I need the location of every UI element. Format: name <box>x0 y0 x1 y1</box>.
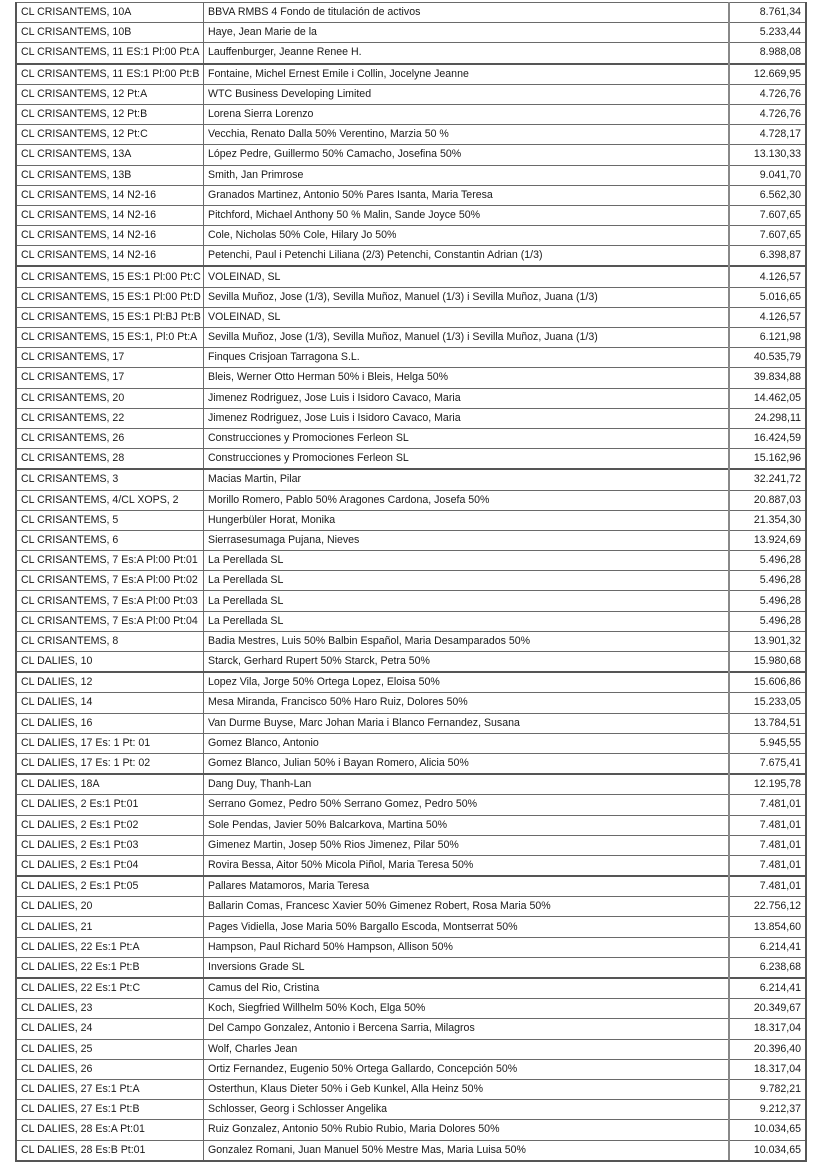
value-cell: 6.238,68 <box>729 957 806 978</box>
owner-cell: Haye, Jean Marie de la <box>204 23 730 43</box>
address-cell: CL DALIES, 22 Es:1 Pt:B <box>16 957 204 978</box>
table-row <box>16 1019 806 1039</box>
value-cell: 5.496,28 <box>729 571 806 591</box>
table-row <box>16 957 806 978</box>
table-body <box>16 3 806 1161</box>
address-cell: CL DALIES, 2 Es:1 Pt:05 <box>16 876 204 897</box>
address-cell: CL CRISANTEMS, 14 N2-16 <box>16 185 204 205</box>
address-cell: CL CRISANTEMS, 20 <box>16 388 204 408</box>
table-row <box>16 43 806 64</box>
table-row <box>16 368 806 388</box>
owner-cell: Smith, Jan Primrose <box>204 165 730 185</box>
address-cell: CL CRISANTEMS, 15 ES:1 Pl:00 Pt:C <box>16 266 204 287</box>
address-cell: CL DALIES, 20 <box>16 897 204 917</box>
address-cell: CL CRISANTEMS, 14 N2-16 <box>16 246 204 267</box>
owner-cell: Gomez Blanco, Julian 50% i Bayan Romero, Alicia 50% <box>204 753 730 774</box>
table-row <box>16 408 806 428</box>
address-cell: CL DALIES, 2 Es:1 Pt:02 <box>16 815 204 835</box>
table-row <box>16 733 806 753</box>
table-row <box>16 226 806 246</box>
owner-cell: Inversions Grade SL <box>204 957 730 978</box>
value-cell: 16.424,59 <box>729 428 806 448</box>
owner-cell: Dang Duy, Thanh-Lan <box>204 774 730 795</box>
value-cell: 13.784,51 <box>729 713 806 733</box>
value-cell: 8.988,08 <box>729 43 806 64</box>
table-row <box>16 1140 806 1161</box>
value-cell: 6.398,87 <box>729 246 806 267</box>
table-row <box>16 145 806 165</box>
table-row <box>16 185 806 205</box>
value-cell: 18.317,04 <box>729 1019 806 1039</box>
value-cell: 15.233,05 <box>729 693 806 713</box>
address-cell: CL CRISANTEMS, 5 <box>16 510 204 530</box>
value-cell: 5.016,65 <box>729 287 806 307</box>
address-cell: CL CRISANTEMS, 15 ES:1 Pl:BJ Pt:B <box>16 307 204 327</box>
value-cell: 13.924,69 <box>729 530 806 550</box>
value-cell: 13.130,33 <box>729 145 806 165</box>
table-row <box>16 855 806 876</box>
owner-cell: Gomez Blanco, Antonio <box>204 733 730 753</box>
owner-cell: Cole, Nicholas 50% Cole, Hilary Jo 50% <box>204 226 730 246</box>
value-cell: 10.034,65 <box>729 1140 806 1161</box>
owner-cell: Lorena Sierra Lorenzo <box>204 104 730 124</box>
address-cell: CL DALIES, 25 <box>16 1039 204 1059</box>
owner-cell: Construcciones y Promociones Ferleon SL <box>204 449 730 470</box>
owner-cell: Jimenez Rodriguez, Jose Luis i Isidoro Cavaco, Maria <box>204 408 730 428</box>
table-row <box>16 1079 806 1099</box>
owner-cell: Sierrasesumaga Pujana, Nieves <box>204 530 730 550</box>
value-cell: 4.126,57 <box>729 266 806 287</box>
address-cell: CL DALIES, 22 Es:1 Pt:C <box>16 978 204 999</box>
table-row <box>16 815 806 835</box>
value-cell: 6.562,30 <box>729 185 806 205</box>
value-cell: 14.462,05 <box>729 388 806 408</box>
address-cell: CL CRISANTEMS, 7 Es:A Pl:00 Pt:03 <box>16 591 204 611</box>
address-cell: CL DALIES, 12 <box>16 672 204 693</box>
owner-cell: Finques Crisjoan Tarragona S.L. <box>204 348 730 368</box>
value-cell: 12.669,95 <box>729 64 806 85</box>
owner-cell: Wolf, Charles Jean <box>204 1039 730 1059</box>
owner-cell: Macias Martin, Pilar <box>204 469 730 490</box>
address-cell: CL CRISANTEMS, 10B <box>16 23 204 43</box>
table-row <box>16 287 806 307</box>
table-row <box>16 571 806 591</box>
owner-cell: La Perellada SL <box>204 611 730 631</box>
value-cell: 21.354,30 <box>729 510 806 530</box>
owner-cell: Gimenez Martin, Josep 50% Rios Jimenez, Pilar 50% <box>204 835 730 855</box>
table-row <box>16 835 806 855</box>
value-cell: 24.298,11 <box>729 408 806 428</box>
table-row <box>16 672 806 693</box>
owner-cell: Mesa Miranda, Francisco 50% Haro Ruiz, Dolores 50% <box>204 693 730 713</box>
address-cell: CL CRISANTEMS, 12 Pt:A <box>16 84 204 104</box>
value-cell: 9.782,21 <box>729 1079 806 1099</box>
address-cell: CL CRISANTEMS, 7 Es:A Pl:00 Pt:04 <box>16 611 204 631</box>
value-cell: 13.854,60 <box>729 917 806 937</box>
value-cell: 5.496,28 <box>729 591 806 611</box>
table-row <box>16 530 806 550</box>
table-row <box>16 348 806 368</box>
owner-cell: VOLEINAD, SL <box>204 307 730 327</box>
owner-cell: Badia Mestres, Luis 50% Balbin Español, Maria Desamparados 50% <box>204 631 730 651</box>
table-row <box>16 753 806 774</box>
value-cell: 18.317,04 <box>729 1059 806 1079</box>
value-cell: 15.980,68 <box>729 652 806 673</box>
value-cell: 7.675,41 <box>729 753 806 774</box>
table-row <box>16 652 806 673</box>
address-cell: CL CRISANTEMS, 6 <box>16 530 204 550</box>
value-cell: 7.481,01 <box>729 855 806 876</box>
table-row <box>16 1039 806 1059</box>
value-cell: 4.126,57 <box>729 307 806 327</box>
owner-cell: Del Campo Gonzalez, Antonio i Bercena Sarria, Milagros <box>204 1019 730 1039</box>
value-cell: 13.901,32 <box>729 631 806 651</box>
owner-cell: Morillo Romero, Pablo 50% Aragones Cardona, Josefa 50% <box>204 490 730 510</box>
value-cell: 7.607,65 <box>729 205 806 225</box>
address-cell: CL DALIES, 27 Es:1 Pt:B <box>16 1100 204 1120</box>
address-cell: CL CRISANTEMS, 12 Pt:C <box>16 125 204 145</box>
table-row <box>16 205 806 225</box>
owner-cell: Camus del Rio, Cristina <box>204 978 730 999</box>
table-row <box>16 611 806 631</box>
owner-cell: WTC Business Developing Limited <box>204 84 730 104</box>
value-cell: 20.887,03 <box>729 490 806 510</box>
table-row <box>16 388 806 408</box>
address-cell: CL CRISANTEMS, 10A <box>16 3 204 23</box>
value-cell: 15.606,86 <box>729 672 806 693</box>
table-row <box>16 999 806 1019</box>
address-cell: CL CRISANTEMS, 22 <box>16 408 204 428</box>
table-row <box>16 266 806 287</box>
address-cell: CL DALIES, 14 <box>16 693 204 713</box>
table-row <box>16 125 806 145</box>
owner-cell: Hungerbüler Horat, Monika <box>204 510 730 530</box>
owner-cell: Petenchi, Paul i Petenchi Liliana (2/3) Petenchi, Constantin Adrian (1/3) <box>204 246 730 267</box>
owner-cell: Granados Martinez, Antonio 50% Pares Isanta, Maria Teresa <box>204 185 730 205</box>
table-row <box>16 104 806 124</box>
table-row <box>16 23 806 43</box>
value-cell: 7.481,01 <box>729 835 806 855</box>
owner-cell: Van Durme Buyse, Marc Johan Maria i Blanco Fernandez, Susana <box>204 713 730 733</box>
address-cell: CL DALIES, 22 Es:1 Pt:A <box>16 937 204 957</box>
table-row <box>16 591 806 611</box>
value-cell: 6.214,41 <box>729 978 806 999</box>
address-cell: CL DALIES, 24 <box>16 1019 204 1039</box>
value-cell: 7.481,01 <box>729 815 806 835</box>
owner-cell: López Pedre, Guillermo 50% Camacho, Josefina 50% <box>204 145 730 165</box>
address-cell: CL CRISANTEMS, 15 ES:1, Pl:0 Pt:A <box>16 328 204 348</box>
value-cell: 7.481,01 <box>729 795 806 815</box>
owner-cell: Bleis, Werner Otto Herman 50% i Bleis, Helga 50% <box>204 368 730 388</box>
owner-cell: Fontaine, Michel Ernest Emile i Collin, Jocelyne Jeanne <box>204 64 730 85</box>
address-cell: CL DALIES, 16 <box>16 713 204 733</box>
owner-cell: Sevilla Muñoz, Jose (1/3), Sevilla Muñoz, Manuel (1/3) i Sevilla Muñoz, Juana (1/3) <box>204 287 730 307</box>
table-row <box>16 165 806 185</box>
value-cell: 22.756,12 <box>729 897 806 917</box>
table-row <box>16 328 806 348</box>
value-cell: 5.233,44 <box>729 23 806 43</box>
address-cell: CL DALIES, 27 Es:1 Pt:A <box>16 1079 204 1099</box>
table-row <box>16 84 806 104</box>
owner-cell: Hampson, Paul Richard 50% Hampson, Allison 50% <box>204 937 730 957</box>
owner-cell: Ortiz Fernandez, Eugenio 50% Ortega Gallardo, Concepción 50% <box>204 1059 730 1079</box>
address-cell: CL DALIES, 28 Es:A Pt:01 <box>16 1120 204 1140</box>
address-cell: CL CRISANTEMS, 28 <box>16 449 204 470</box>
address-cell: CL DALIES, 18A <box>16 774 204 795</box>
table-row <box>16 1120 806 1140</box>
value-cell: 20.396,40 <box>729 1039 806 1059</box>
value-cell: 6.121,98 <box>729 328 806 348</box>
table-row <box>16 246 806 267</box>
address-cell: CL CRISANTEMS, 17 <box>16 348 204 368</box>
table-row <box>16 449 806 470</box>
address-cell: CL DALIES, 26 <box>16 1059 204 1079</box>
table-row <box>16 876 806 897</box>
table-row <box>16 307 806 327</box>
table-row <box>16 469 806 490</box>
table-row <box>16 1059 806 1079</box>
address-cell: CL CRISANTEMS, 7 Es:A Pl:00 Pt:01 <box>16 551 204 571</box>
table-row <box>16 3 806 23</box>
owner-cell: VOLEINAD, SL <box>204 266 730 287</box>
owner-cell: Jimenez Rodriguez, Jose Luis i Isidoro Cavaco, Maria <box>204 388 730 408</box>
address-cell: CL DALIES, 17 Es: 1 Pt: 02 <box>16 753 204 774</box>
address-cell: CL CRISANTEMS, 17 <box>16 368 204 388</box>
address-cell: CL CRISANTEMS, 3 <box>16 469 204 490</box>
value-cell: 32.241,72 <box>729 469 806 490</box>
address-cell: CL DALIES, 2 Es:1 Pt:03 <box>16 835 204 855</box>
address-cell: CL DALIES, 10 <box>16 652 204 673</box>
owner-cell: BBVA RMBS 4 Fondo de titulación de activos <box>204 3 730 23</box>
value-cell: 15.162,96 <box>729 449 806 470</box>
value-cell: 4.726,76 <box>729 104 806 124</box>
owner-cell: Lopez Vila, Jorge 50% Ortega Lopez, Eloisa 50% <box>204 672 730 693</box>
table-row <box>16 795 806 815</box>
value-cell: 5.496,28 <box>729 551 806 571</box>
value-cell: 5.945,55 <box>729 733 806 753</box>
table-row <box>16 490 806 510</box>
address-cell: CL DALIES, 17 Es: 1 Pt: 01 <box>16 733 204 753</box>
value-cell: 20.349,67 <box>729 999 806 1019</box>
value-cell: 5.496,28 <box>729 611 806 631</box>
owner-cell: Sevilla Muñoz, Jose (1/3), Sevilla Muñoz, Manuel (1/3) i Sevilla Muñoz, Juana (1/3) <box>204 328 730 348</box>
owner-cell: La Perellada SL <box>204 571 730 591</box>
address-cell: CL CRISANTEMS, 7 Es:A Pl:00 Pt:02 <box>16 571 204 591</box>
owner-cell: Serrano Gomez, Pedro 50% Serrano Gomez, Pedro 50% <box>204 795 730 815</box>
owner-cell: La Perellada SL <box>204 591 730 611</box>
address-cell: CL CRISANTEMS, 13A <box>16 145 204 165</box>
table-row <box>16 428 806 448</box>
address-cell: CL CRISANTEMS, 14 N2-16 <box>16 226 204 246</box>
address-cell: CL CRISANTEMS, 4/CL XOPS, 2 <box>16 490 204 510</box>
table-row <box>16 551 806 571</box>
value-cell: 4.728,17 <box>729 125 806 145</box>
owner-cell: Koch, Siegfried Willhelm 50% Koch, Elga 50% <box>204 999 730 1019</box>
address-cell: CL DALIES, 28 Es:B Pt:01 <box>16 1140 204 1161</box>
address-cell: CL DALIES, 21 <box>16 917 204 937</box>
owner-cell: Starck, Gerhard Rupert 50% Starck, Petra 50% <box>204 652 730 673</box>
address-cell: CL DALIES, 2 Es:1 Pt:04 <box>16 855 204 876</box>
value-cell: 9.212,37 <box>729 1100 806 1120</box>
address-cell: CL CRISANTEMS, 12 Pt:B <box>16 104 204 124</box>
table-row <box>16 917 806 937</box>
address-cell: CL CRISANTEMS, 8 <box>16 631 204 651</box>
owner-cell: Construcciones y Promociones Ferleon SL <box>204 428 730 448</box>
address-cell: CL CRISANTEMS, 14 N2-16 <box>16 205 204 225</box>
value-cell: 7.481,01 <box>729 876 806 897</box>
table-row <box>16 631 806 651</box>
table-row <box>16 897 806 917</box>
address-cell: CL CRISANTEMS, 11 ES:1 Pl:00 Pt:A <box>16 43 204 64</box>
owner-cell: Pallares Matamoros, Maria Teresa <box>204 876 730 897</box>
value-cell: 39.834,88 <box>729 368 806 388</box>
value-cell: 40.535,79 <box>729 348 806 368</box>
value-cell: 10.034,65 <box>729 1120 806 1140</box>
address-cell: CL CRISANTEMS, 15 ES:1 Pl:00 Pt:D <box>16 287 204 307</box>
owner-cell: Ballarin Comas, Francesc Xavier 50% Gimenez Robert, Rosa Maria 50% <box>204 897 730 917</box>
address-cell: CL DALIES, 2 Es:1 Pt:01 <box>16 795 204 815</box>
table-row <box>16 978 806 999</box>
value-cell: 7.607,65 <box>729 226 806 246</box>
table-row <box>16 937 806 957</box>
owner-cell: Pages Vidiella, Jose Maria 50% Bargallo Escoda, Montserrat 50% <box>204 917 730 937</box>
address-cell: CL CRISANTEMS, 13B <box>16 165 204 185</box>
owner-cell: Gonzalez Romani, Juan Manuel 50% Mestre Mas, Maria Luisa 50% <box>204 1140 730 1161</box>
table-row <box>16 693 806 713</box>
table-row <box>16 713 806 733</box>
value-cell: 9.041,70 <box>729 165 806 185</box>
owner-cell: Ruiz Gonzalez, Antonio 50% Rubio Rubio, Maria Dolores 50% <box>204 1120 730 1140</box>
owner-cell: Vecchia, Renato Dalla 50% Verentino, Marzia 50 % <box>204 125 730 145</box>
value-cell: 6.214,41 <box>729 937 806 957</box>
table-row <box>16 774 806 795</box>
owner-cell: Sole Pendas, Javier 50% Balcarkova, Martina 50% <box>204 815 730 835</box>
address-cell: CL CRISANTEMS, 26 <box>16 428 204 448</box>
address-cell: CL DALIES, 23 <box>16 999 204 1019</box>
owner-cell: Schlosser, Georg i Schlosser Angelika <box>204 1100 730 1120</box>
table-row <box>16 1100 806 1120</box>
value-cell: 8.761,34 <box>729 3 806 23</box>
table-row <box>16 64 806 85</box>
property-owner-table <box>15 2 807 1162</box>
address-cell: CL CRISANTEMS, 11 ES:1 Pl:00 Pt:B <box>16 64 204 85</box>
owner-cell: La Perellada SL <box>204 551 730 571</box>
owner-cell: Pitchford, Michael Anthony 50 % Malin, Sande Joyce 50% <box>204 205 730 225</box>
owner-cell: Lauffenburger, Jeanne Renee H. <box>204 43 730 64</box>
value-cell: 12.195,78 <box>729 774 806 795</box>
table-row <box>16 510 806 530</box>
owner-cell: Rovira Bessa, Aitor 50% Micola Piñol, Maria Teresa 50% <box>204 855 730 876</box>
owner-cell: Osterthun, Klaus Dieter 50% i Geb Kunkel, Alla Heinz 50% <box>204 1079 730 1099</box>
value-cell: 4.726,76 <box>729 84 806 104</box>
